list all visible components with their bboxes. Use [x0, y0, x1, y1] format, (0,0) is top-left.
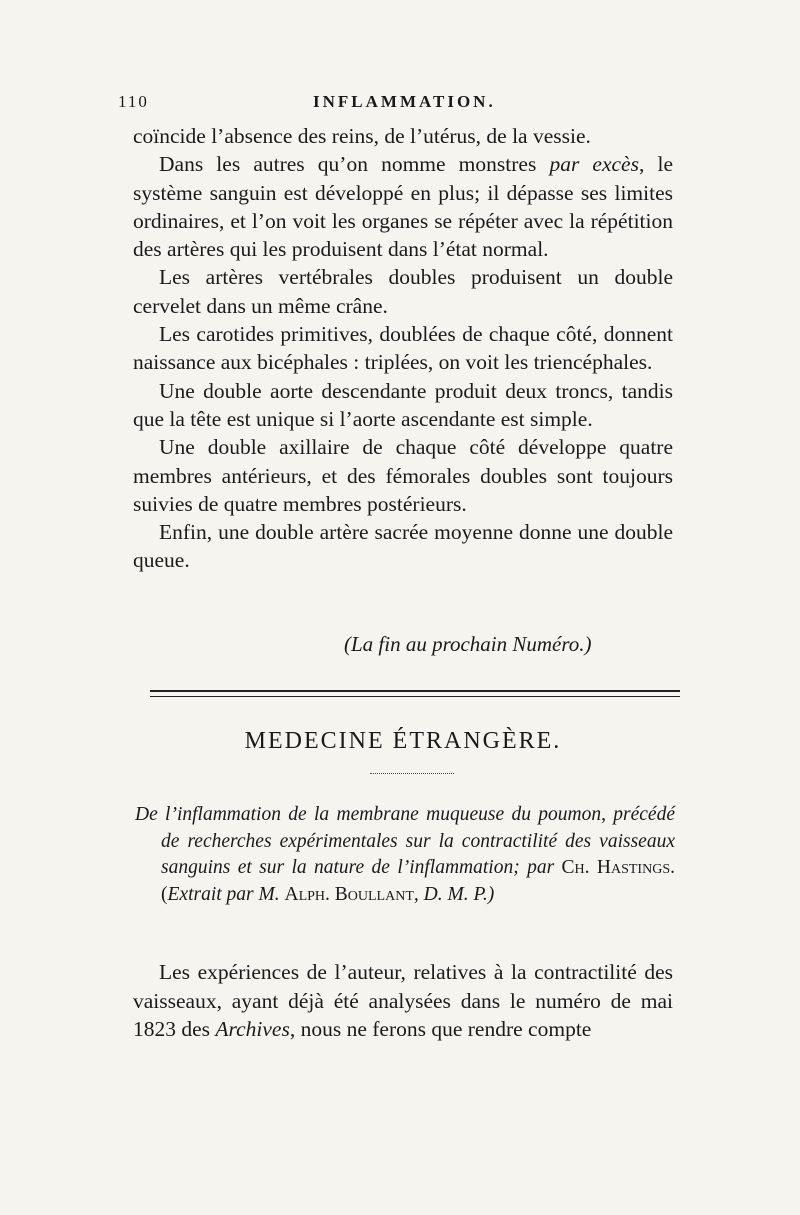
paragraph: Une double aorte descendante produit deux troncs, tandis que la tête est unique si l’aorte ascendante est simple. [133, 378, 673, 431]
paragraph: Enfin, une double artère sacrée moyenne donne une double queue. [133, 520, 673, 573]
paragraph: Les artères vertébrales doubles produisent un double cervelet dans un même crâne. [133, 265, 673, 318]
text-run: ( [161, 883, 168, 905]
article-title: De l’inflammation de la membrane muqueuse du poumon, précédé de recherches expérimentales sur la contractilité des vaisseaux sanguins et sur la nature de l’inflammation; par [135, 804, 675, 878]
running-title: INFLAMMATION. [313, 92, 496, 111]
article-heading-text [135, 802, 675, 908]
italic-term: par excès [549, 152, 639, 177]
section-title: MEDECINE ÉTRANGÈRE. [244, 728, 562, 754]
paragraph: Une double axillaire de chaque côté développe quatre membres antérieurs, et des fémorales doubles sont toujours suivies de quatre membres postérieurs. [133, 435, 673, 516]
article-body [133, 958, 673, 1044]
paragraph: coïncide l’absence des reins, de l’utérus, de la vessie. [133, 124, 591, 148]
text-run: Dans les autres qu’on nomme monstres [159, 152, 550, 177]
continued-note: (La fin au prochain Numéro.) [344, 632, 592, 656]
author-name: Ch. Hastings. [561, 857, 675, 878]
article-heading [135, 802, 675, 908]
text-run: , nous ne ferons que rendre compte [289, 1017, 592, 1041]
paragraph [133, 150, 673, 263]
title-rule [370, 773, 454, 774]
paragraph: Les carotides primitives, doublées de chaque côté, donnent naissance aux bicéphales : triplées, on voit les triencéphales. [133, 322, 673, 375]
italic-term: Archives [215, 1017, 290, 1041]
section-divider [150, 690, 680, 697]
extract-label: Extrait par M. [167, 883, 285, 905]
main-text [133, 122, 673, 575]
extractor-name: Alph. Boullant [284, 883, 414, 905]
text-run: , le système sanguin est développé en plus; il dépasse ses limites ordinaires, et l’on voit les organes se répéter avec la répétition des artères qui les produisent dans l’état normal. [133, 152, 673, 262]
paragraph [133, 958, 673, 1044]
page-number: 110 [118, 92, 149, 111]
degree-label: , D. M. P.) [413, 883, 495, 905]
text-run: Les expériences de l’auteur, relatives à la contractilité des vaisseaux, ayant déjà été analysées dans le numéro de mai 1823 des [133, 960, 673, 1041]
